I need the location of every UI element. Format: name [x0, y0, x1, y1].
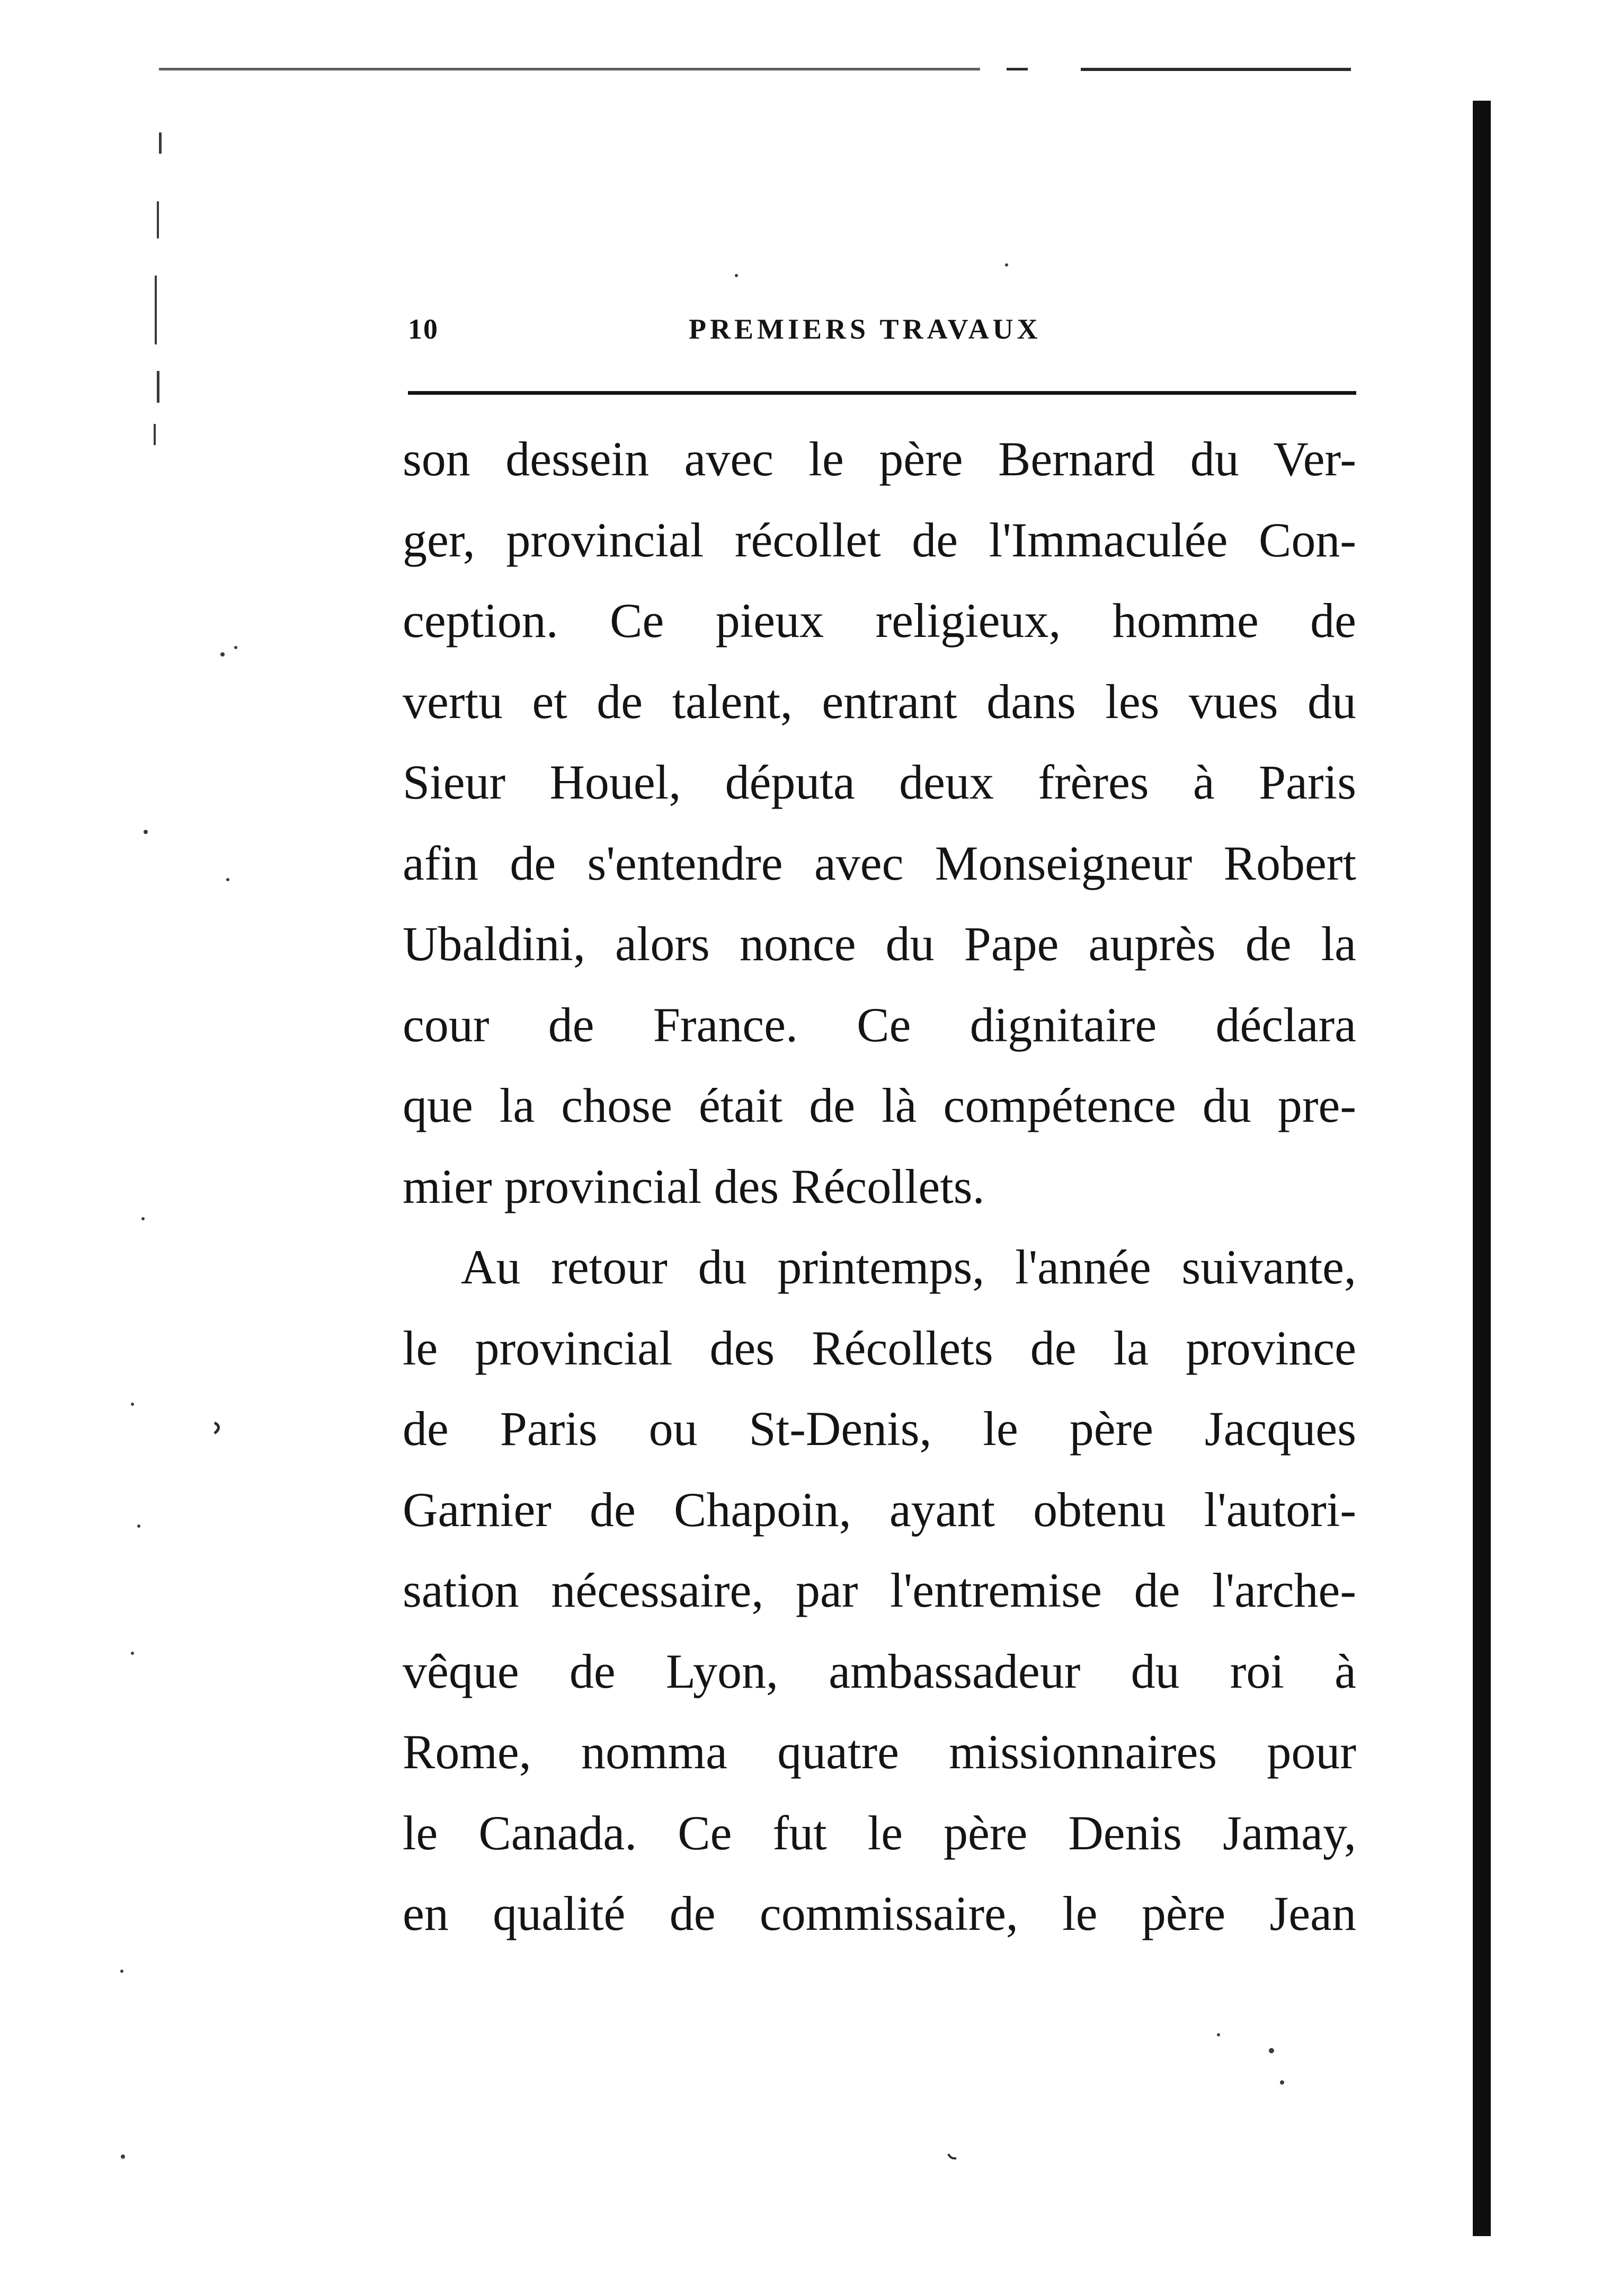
text-line: le Canada. Ce fut le père Denis Jamay,	[403, 1805, 1356, 1860]
text-line: que la chose était de là compétence du pre-	[403, 1078, 1356, 1132]
text-line: Ubaldini, alors nonce du Pape auprès de la	[403, 917, 1356, 971]
text-line: le provincial des Récollets de la province	[403, 1320, 1356, 1375]
text-line: mier provincial des Récollets.	[403, 1159, 985, 1213]
text-line: afin de s'entendre avec Monseigneur Robert	[403, 836, 1356, 890]
running-header	[408, 313, 1356, 350]
binding-edge-bar	[1473, 101, 1491, 2236]
text-line: vêque de Lyon, ambassadeur du roi à	[403, 1644, 1356, 1698]
text-line: de Paris ou St-Denis, le père Jacques	[403, 1402, 1356, 1456]
page-number: 10	[408, 313, 439, 345]
text-line: Au retour du printemps, l'année suivante,	[461, 1240, 1356, 1294]
text-line: ger, provincial récollet de l'Immaculée Con-	[403, 512, 1356, 567]
text-line: ception. Ce pieux religieux, homme de	[403, 593, 1356, 648]
scan-top-border	[159, 68, 1351, 73]
text-line: Rome, nomma quatre missionnaires pour	[403, 1725, 1356, 1779]
header-rule	[408, 391, 1356, 395]
running-title: PREMIERS TRAVAUX	[689, 313, 1042, 345]
text-line: sation nécessaire, par l'entremise de l'arche-	[403, 1563, 1356, 1617]
body-text	[403, 419, 1356, 1954]
text-line: cour de France. Ce dignitaire déclara	[403, 997, 1356, 1052]
text-line: son dessein avec le père Bernard du Ver-	[403, 432, 1356, 486]
text-line: Sieur Houel, députa deux frères à Paris	[403, 755, 1356, 809]
text-line: vertu et de talent, entrant dans les vues du	[403, 674, 1356, 729]
text-line: en qualité de commissaire, le père Jean	[403, 1886, 1356, 1940]
text-line: Garnier de Chapoin, ayant obtenu l'autori-	[403, 1482, 1356, 1537]
